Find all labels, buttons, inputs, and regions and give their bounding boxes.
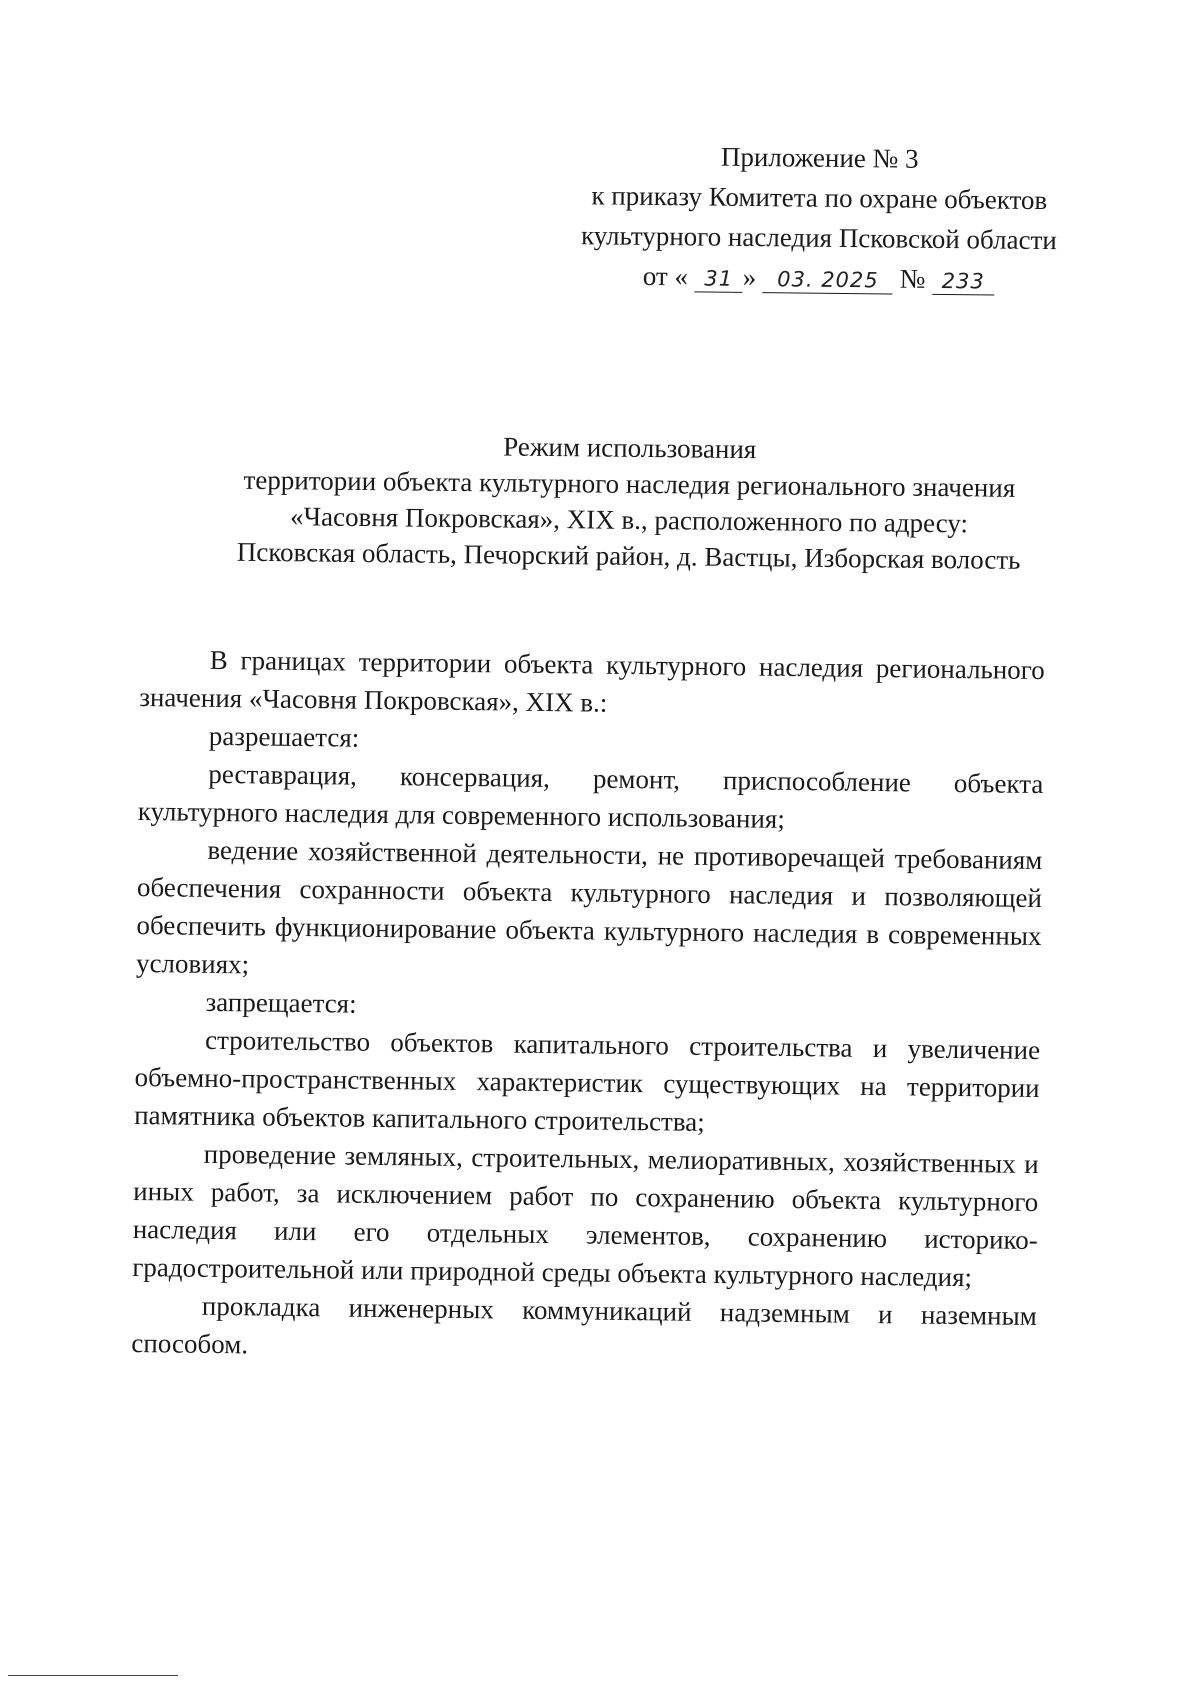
document-title [168, 425, 1089, 579]
order-day: 31 [695, 265, 743, 293]
order-date-line [558, 255, 1078, 300]
appendix-committee: культурного наследия Псковской области [580, 220, 1057, 256]
number-label: № [899, 263, 926, 294]
title-line-2: территории объекта культурного наследия регионального значения [243, 464, 1016, 503]
allowed-item: реставрация, консервация, ремонт, приспособление объекта культурного наследия для современного использования; [137, 758, 1044, 834]
forbidden-item: строительство объектов капитального строительства и увеличение объемно-пространственных характеристик существующих на территории памятника объектов капитального строительства; [134, 1024, 1041, 1137]
allowed-label: разрешается: [208, 720, 360, 753]
appendix-order-ref: к приказу Комитета по охране объектов [591, 180, 1048, 216]
title-line-4: Псковская область, Печорский район, д. Вастцы, Изборская волость [236, 536, 1021, 575]
intro-paragraph: В границах территории объекта культурного наследия регионального значения «Часовня Покровская», XIX в.: [139, 644, 1045, 718]
order-number: 233 [932, 268, 994, 296]
forbidden-label: запрещается: [205, 986, 357, 1019]
document-body [131, 640, 1045, 1373]
title-line-3: «Часовня Покровская», XIX в., расположенного по адресу: [289, 501, 969, 539]
forbidden-item: прокладка инженерных коммуникаций надземным и наземным способом. [131, 1290, 1037, 1360]
allowed-item: ведение хозяйственной деятельности, не противоречащей требованиям обеспечения сохранности объекта культурного наследия и позволяющей обеспечить функционирование объекта культурного наследия в современных условиях; [135, 834, 1043, 980]
date-mid: » [742, 261, 757, 293]
date-prefix: от « [642, 260, 689, 292]
footnote-rule [8, 1675, 178, 1676]
appendix-header [558, 135, 1080, 300]
order-month-year: 03. 2025 [763, 266, 893, 294]
appendix-number: Приложение № 3 [720, 141, 919, 174]
forbidden-item: проведение земляных, строительных, мелиоративных, хозяйственных и иных работ, за исключением работ по сохранению объекта культурного наследия или его отдельных элементов, сохранению историко-градостроительной или природной среды объекта культурного наследия; [132, 1138, 1039, 1293]
title-line-1: Режим использования [503, 431, 757, 465]
